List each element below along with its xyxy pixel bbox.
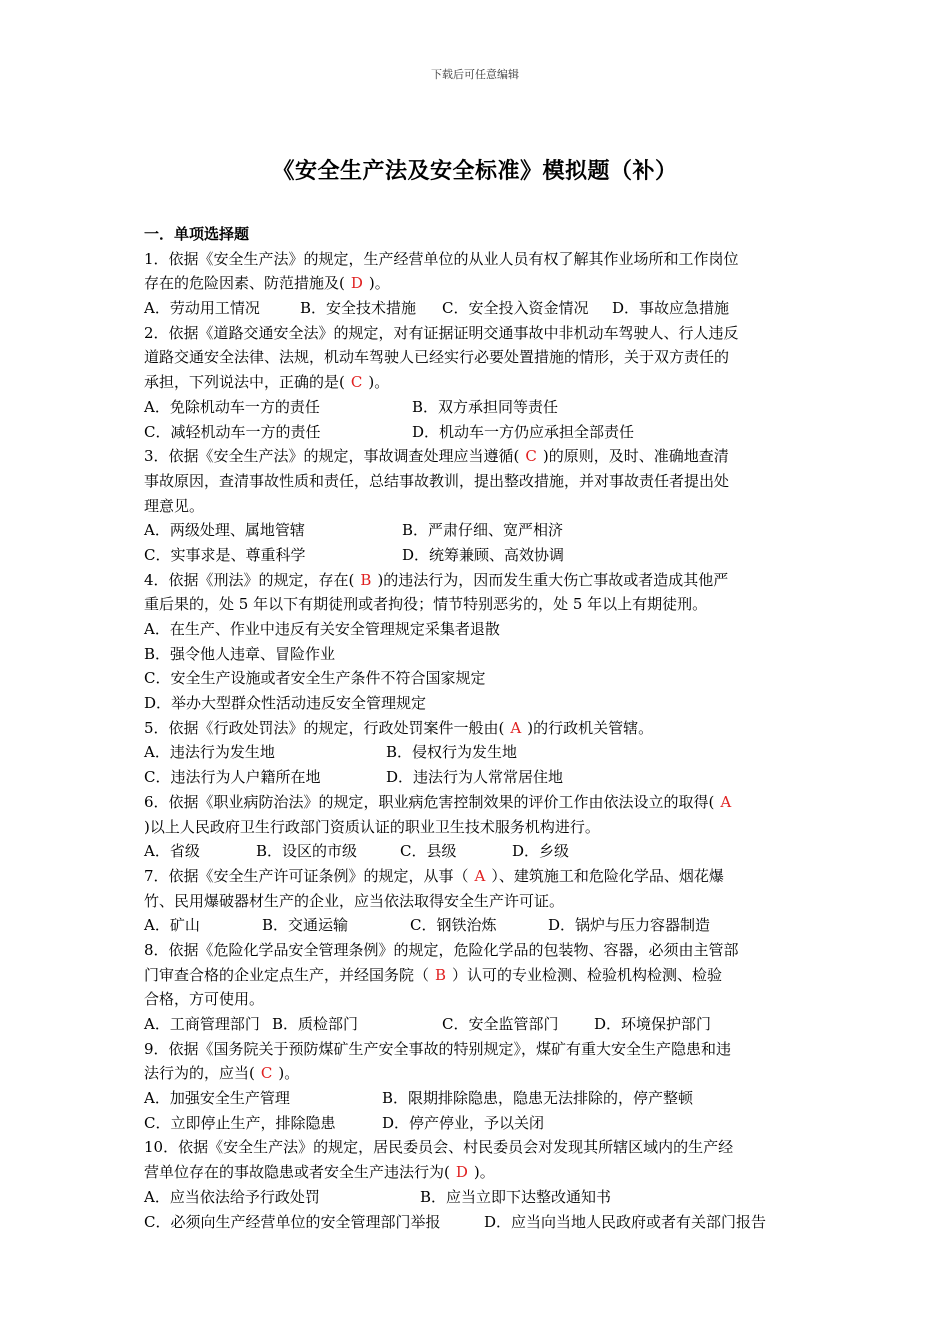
option-a: A．两级处理、属地管辖 [144,521,305,540]
question-item [144,1037,808,1136]
option-c: C．安全投入资金情况 [442,299,589,318]
option-row [144,1012,808,1037]
question-text: )。 [368,373,390,392]
option-b: B．侵权行为发生地 [386,743,518,762]
option-b: B．设区的市级 [256,842,358,861]
question-text: 事故原因，查清事故性质和责任，总结事故教训，提出整改措施，并对事故责任者提出处 [144,471,730,490]
option-row [144,296,808,321]
question-text-line [144,370,808,395]
question-text-line [144,345,808,370]
question-text-line [144,1160,808,1185]
question-text-line [144,321,808,346]
question-text-line [144,494,808,519]
option-row [144,395,808,420]
option-d: D．机动车一方仍应承担全部责任 [412,422,635,441]
option-row [144,740,808,765]
option-row [144,691,808,716]
question-item [144,790,808,864]
option-c: C．县级 [400,842,457,861]
question-item [144,321,808,444]
option-row [144,839,808,864]
option-a: A．加强安全生产管理 [144,1089,290,1108]
answer-letter: A [720,792,732,811]
answer-letter: D [455,1163,468,1182]
question-item [144,444,808,567]
question-text: 8．依据《危险化学品安全管理条例》的规定，危险化学品的包装物、容器，必须由主管部 [144,940,739,959]
option-c: C．安全监管部门 [442,1015,559,1033]
question-text-line [144,889,808,914]
document-title: 《安全生产法及安全标准》模拟题（补） [272,158,678,184]
question-text-line [144,790,808,815]
option-c: C．钢铁治炼 [410,916,497,935]
option-b: B．质检部门 [272,1015,359,1033]
answer-letter: C [350,373,363,392]
question-text: ）、建筑施工和危险化学品、烟花爆 [491,866,724,885]
option-b: B．安全技术措施 [300,299,417,318]
question-text: 6．依据《职业病防治法》的规定，职业病危害控制效果的评价工作由依法设立的取得( [144,792,715,811]
question-text-line [144,247,808,272]
question-text-line [144,987,808,1012]
option-row [144,1185,808,1210]
question-text-line [144,938,808,963]
option-row [144,765,808,790]
question-text: 存在的危险因素、防范措施及( [144,274,345,293]
question-text: 重后果的，处 5 年以下有期徒刑或者拘役；情节特别恶劣的，处 5 年以上有期徒刑。 [144,595,708,614]
question-text-line [144,469,808,494]
option-a: A．在生产、作业中违反有关安全管理规定采集者退散 [144,620,500,638]
question-text: 10．依据《安全生产法》的规定，居民委员会、村民委员会对发现其所辖区域内的生产经 [144,1138,734,1157]
page-header: 下载后可任意编辑 [431,68,519,81]
question-text: ）认可的专业检测、检验机构检测、检验 [452,965,723,984]
question-text: 9．依据《国务院关于预防煤矿生产安全事故的特别规定》，煤矿有重大安全生产隐患和违 [144,1039,732,1058]
option-a: A．矿山 [144,916,200,935]
question-text: 承担，下列说法中，正确的是( [144,373,345,392]
question-text: 竹、民用爆破器材生产的企业，应当依法取得安全生产许可证。 [144,891,565,910]
option-d: D．举办大型群众性活动违反安全管理规定 [144,694,427,713]
question-item [144,716,808,790]
question-text: 3．依据《安全生产法》的规定，事故调查处理应当遵循( [144,447,520,466]
question-text-line [144,963,808,988]
questions-container [144,247,808,1235]
option-c: C．实事求是、尊重科学 [144,545,306,564]
answer-letter: B [435,965,447,984]
question-item [144,864,808,938]
option-b: B．交通运输 [262,916,349,935]
option-a: A．免除机动车一方的责任 [144,397,320,416]
question-text-line [144,864,808,889]
question-text: 5．依据《行政处罚法》的规定，行政处罚案件一般由( [144,718,505,737]
question-list [144,222,808,1234]
question-text-line [144,592,808,617]
option-row [144,666,808,691]
option-row [144,420,808,445]
question-text-line [144,271,808,296]
answer-letter: B [360,570,372,589]
option-b: B．应当立即下达整改通知书 [420,1187,612,1206]
question-item [144,1135,808,1234]
question-item [144,247,808,321]
question-text: )。 [368,274,390,293]
question-text-line [144,568,808,593]
question-text: 营单位存在的事故隐患或者安全生产违法行为( [144,1163,450,1182]
question-text-line [144,716,808,741]
question-item [144,568,808,716]
question-text-line [144,815,808,840]
option-a: A．应当依法给予行政处罚 [144,1187,320,1206]
option-row [144,1111,808,1136]
option-row [144,1086,808,1111]
option-a: A．工商管理部门 [144,1015,260,1033]
option-c: C．违法行为人户籍所在地 [144,768,321,787]
question-text: )。 [278,1064,300,1083]
option-row [144,913,808,938]
question-text: 门审查合格的企业定点生产，并经国务院（ [144,965,430,984]
option-a: A．劳动用工情况 [144,299,260,318]
question-text: 法行为的，应当( [144,1064,255,1083]
question-text: 2．依据《道路交通安全法》的规定，对有证据证明交通事故中非机动车驾驶人、行人违反 [144,323,739,342]
question-text-line [144,1061,808,1086]
option-c: C．安全生产设施或者安全生产条件不符合国家规定 [144,669,486,688]
question-text: )。 [473,1163,495,1182]
question-item [144,938,808,1037]
option-d: D．环境保护部门 [594,1015,712,1033]
option-d: D．乡级 [512,842,570,861]
option-row [144,543,808,568]
option-b: B．双方承担同等责任 [412,397,559,416]
section-heading: 一．单项选择题 [144,225,250,243]
option-b: B．严肃仔细、宽严相济 [402,521,564,540]
question-text: 道路交通安全法律、法规，机动车驾驶人已经实行必要处置措施的情形，关于双方责任的 [144,348,730,367]
option-b: B．限期排除隐患，隐患无法排除的，停产整顿 [382,1089,694,1108]
question-text: 7．依据《安全生产许可证条例》的规定，从事（ [144,866,469,885]
option-d: D．事故应急措施 [612,299,730,318]
option-d: D．锅炉与压力容器制造 [548,916,711,935]
question-text: 1．依据《安全生产法》的规定，生产经营单位的从业人员有权了解其作业场所和工作岗位 [144,249,739,268]
option-d: D．应当向当地人民政府或者有关部门报告 [484,1212,767,1231]
option-row [144,1210,808,1235]
answer-letter: C [260,1064,273,1083]
question-text: 理意见。 [144,496,205,515]
question-text: 4．依据《刑法》的规定，存在( [144,570,355,589]
option-a: A．省级 [144,842,200,861]
question-text: )的原则，及时、准确地查清 [542,447,729,466]
question-text-line [144,1135,808,1160]
question-text-line [144,1037,808,1062]
question-text: )的违法行为，因而发生重大伤亡事故或者造成其他严 [377,570,729,589]
option-row [144,642,808,667]
option-c: C．减轻机动车一方的责任 [144,422,321,441]
option-d: D．停产停业，予以关闭 [382,1113,545,1132]
option-c: C．立即停止生产，排除隐患 [144,1113,336,1132]
option-row [144,518,808,543]
answer-letter: A [474,866,486,885]
option-b: B．强令他人违章、冒险作业 [144,644,336,663]
question-text: )的行政机关管辖。 [527,718,654,737]
option-row [144,617,808,642]
option-d: D．统筹兼顾、高效协调 [402,545,565,564]
question-text-line [144,444,808,469]
question-text: 合格，方可使用。 [144,990,265,1009]
answer-letter: A [510,718,522,737]
option-c: C．必须向生产经营单位的安全管理部门举报 [144,1212,441,1231]
option-a: A．违法行为发生地 [144,743,275,762]
answer-letter: C [525,447,537,466]
question-text: )以上人民政府卫生行政部门资质认证的职业卫生技术服务机构进行。 [144,817,600,836]
answer-letter: D [350,274,363,293]
option-d: D．违法行为人常常居住地 [386,768,564,787]
